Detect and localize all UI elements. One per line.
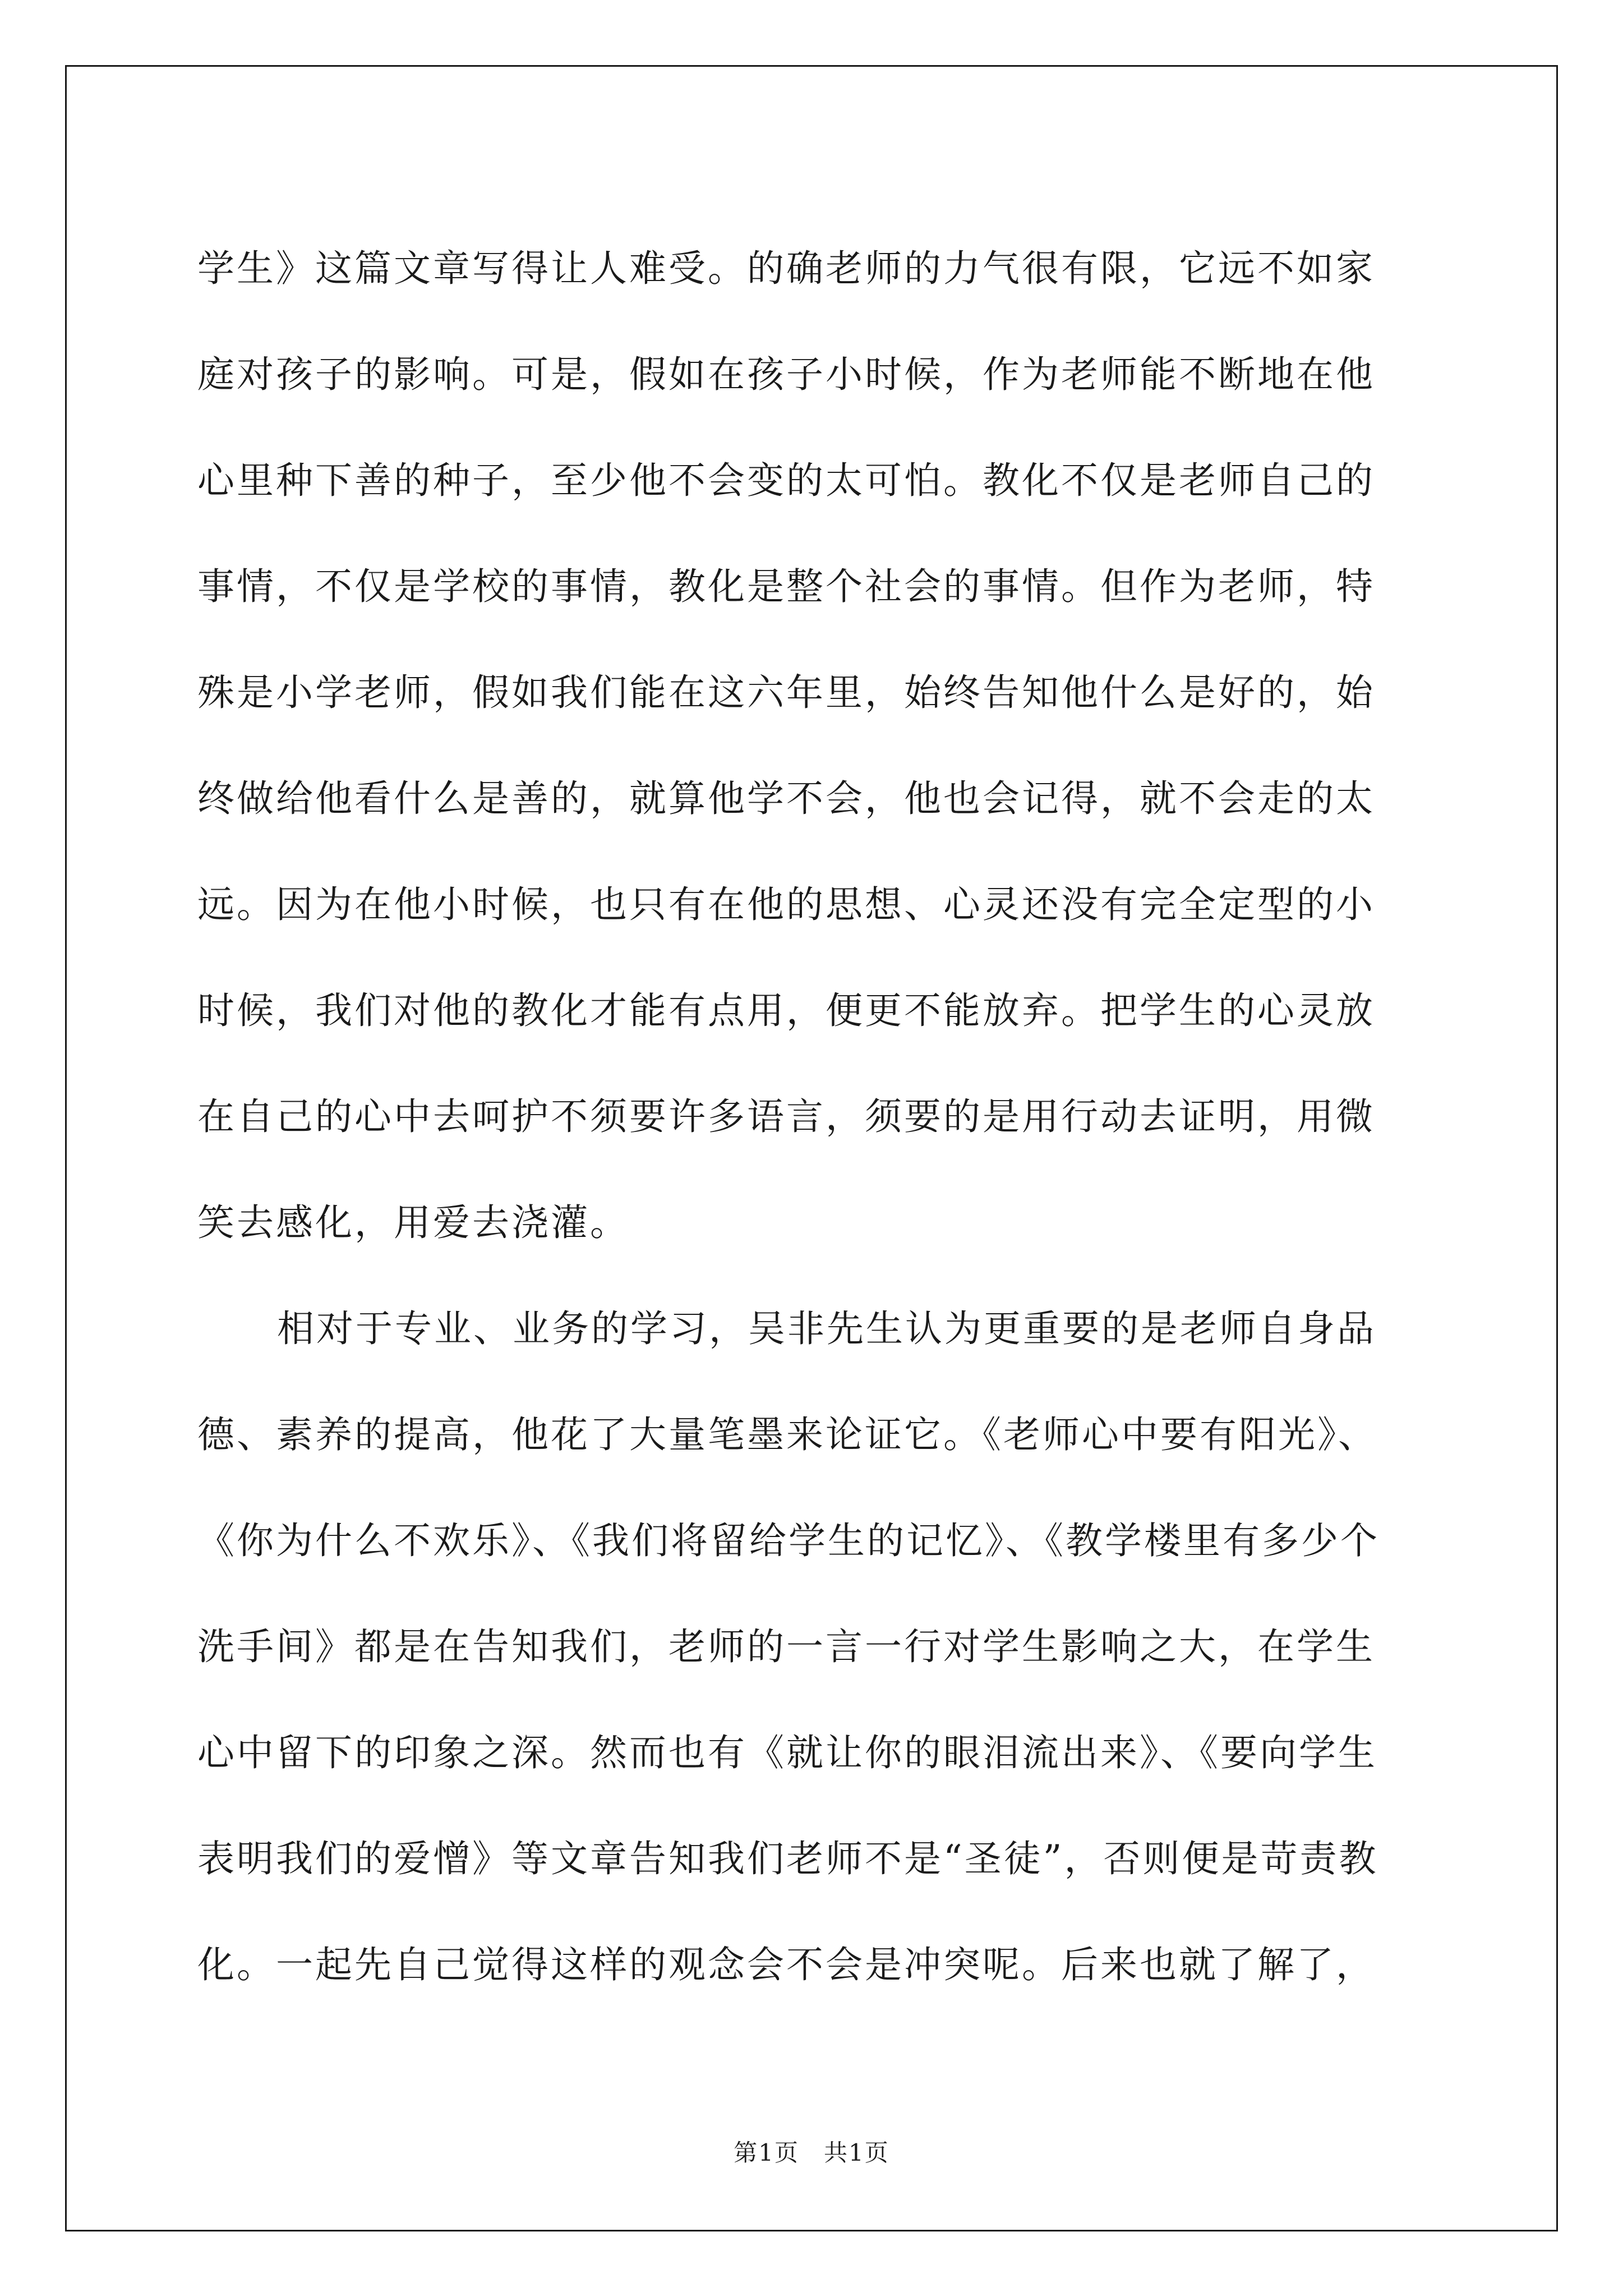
text-line: 表明我们的爱憎》等文章告知我们老师不是“圣徒”，否则便是苛责教 — [197, 1837, 1378, 1880]
text-line: 时候，我们对他的教化才能有点用，便更不能放弃。把学生的心灵放 — [197, 989, 1375, 1032]
text-line: 事情，不仅是学校的事情，教化是整个社会的事情。但作为老师，特 — [197, 565, 1375, 608]
text-line: 学生》这篇文章写得让人难受。的确老师的力气很有限，它远不如家 — [197, 247, 1375, 290]
text-line: 德、素养的提高，他花了大量笔墨来论证它。《老师心中要有阳光》、 — [197, 1413, 1377, 1456]
page-number: 第1页 — [734, 2139, 799, 2166]
document-body — [197, 215, 1431, 2018]
text-line: 庭对孩子的影响。可是，假如在孩子小时候，作为老师能不断地在他 — [197, 353, 1375, 396]
text-line-indented: 相对于专业、业务的学习，吴非先生认为更重要的是老师自身品 — [277, 1307, 1376, 1350]
text-line: 终做给他看什么是善的，就算他学不会，他也会记得，就不会走的太 — [197, 777, 1375, 820]
page-footer — [0, 2134, 1623, 2168]
text-line: 笑去感化，用爱去浇灌。 — [197, 1201, 629, 1244]
text-line: 殊是小学老师，假如我们能在这六年里，始终告知他什么是好的，始 — [197, 671, 1375, 714]
paragraph-2 — [197, 1276, 1431, 2018]
text-line: 心里种下善的种子，至少他不会变的太可怕。教化不仅是老师自己的 — [197, 459, 1375, 502]
page-total: 共1页 — [824, 2139, 889, 2166]
text-line: 洗手间》都是在告知我们，老师的一言一行对学生影响之大，在学生 — [197, 1625, 1375, 1668]
text-line: 《你为什么不欢乐》、《我们将留给学生的记忆》、《教学楼里有多少个 — [197, 1519, 1380, 1562]
text-line: 在自己的心中去呵护不须要许多语言，须要的是用行动去证明，用微 — [197, 1095, 1375, 1138]
text-line: 远。因为在他小时候，也只有在他的思想、心灵还没有完全定型的小 — [197, 883, 1375, 926]
paragraph-1 — [197, 215, 1431, 1276]
text-line: 心中留下的印象之深。然而也有《就让你的眼泪流出来》、《要向学生 — [197, 1731, 1377, 1774]
text-line: 化。一起先自己觉得这样的观念会不会是冲突呢。后来也就了解了， — [197, 1943, 1375, 1986]
